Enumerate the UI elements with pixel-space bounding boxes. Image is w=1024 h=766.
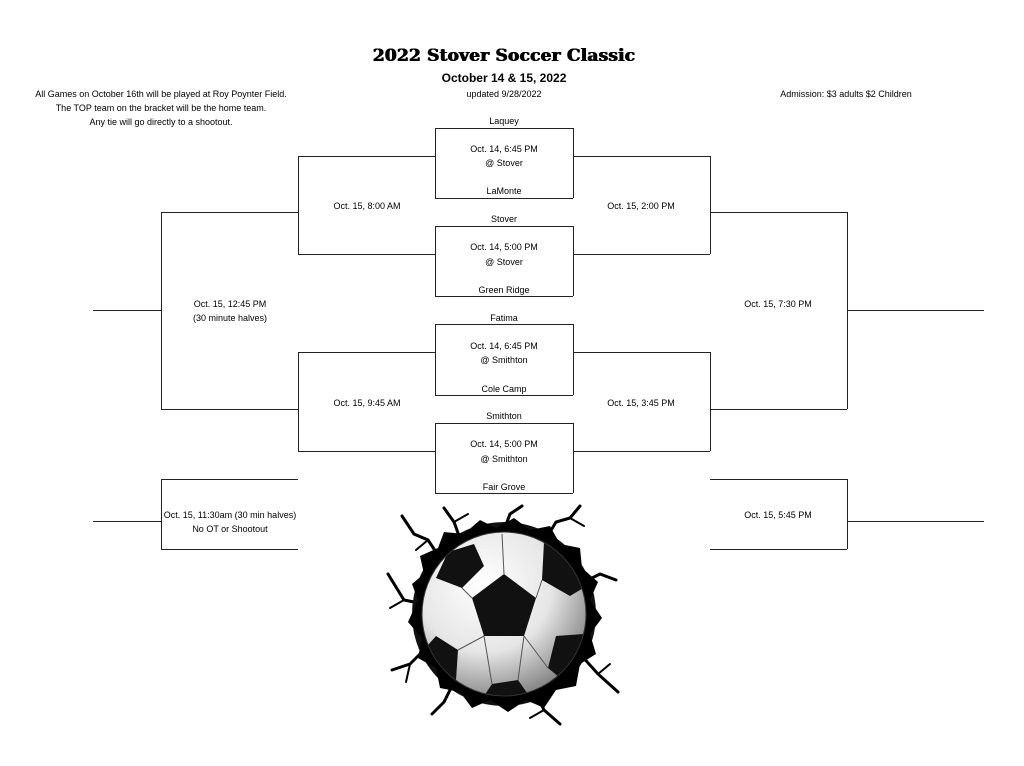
game-location: @ Stover	[485, 257, 523, 267]
team-name: LaMonte	[486, 186, 522, 196]
team-name: Fatima	[490, 313, 518, 323]
game-time: Oct. 14, 6:45 PM	[470, 341, 538, 351]
soccer-ball-icon	[384, 504, 624, 730]
game-time: Oct. 15, 12:45 PM	[193, 299, 267, 309]
game-time: Oct. 15, 8:00 AM	[333, 201, 401, 211]
game-time: Oct. 15, 5:45 PM	[744, 510, 812, 520]
page-subtitle: October 14 & 15, 2022	[441, 71, 567, 85]
team-name: Laquey	[489, 116, 519, 126]
note-line: Any tie will go directly to a shootout.	[89, 117, 233, 127]
game-time: Oct. 14, 6:45 PM	[470, 144, 538, 154]
team-name: Fair Grove	[482, 482, 526, 492]
game-time: Oct. 15, 9:45 AM	[333, 398, 401, 408]
page-title: 2022 Stover Soccer Classic	[372, 46, 636, 66]
game-note: No OT or Shootout	[192, 524, 268, 534]
team-name: Cole Camp	[481, 384, 527, 394]
team-name: Smithton	[486, 411, 522, 421]
game-time: Oct. 15, 3:45 PM	[607, 398, 675, 408]
game-location: @ Smithton	[480, 355, 528, 365]
updated-date: updated 9/28/2022	[466, 89, 542, 99]
game-location: @ Stover	[485, 158, 523, 168]
game-time: Oct. 15, 2:00 PM	[607, 201, 675, 211]
game-note: (30 minute halves)	[192, 313, 268, 323]
game-location: @ Smithton	[480, 454, 528, 464]
game-time: Oct. 15, 7:30 PM	[744, 299, 812, 309]
game-time: Oct. 14, 5:00 PM	[470, 242, 538, 252]
team-name: Stover	[490, 214, 518, 224]
note-line: All Games on October 16th will be played at Roy Poynter Field.	[35, 89, 287, 99]
game-time: Oct. 14, 5:00 PM	[470, 439, 538, 449]
admission-info: Admission: $3 adults $2 Children	[780, 89, 912, 99]
note-line: The TOP team on the bracket will be the home team.	[55, 103, 267, 113]
game-time: Oct. 15, 11:30am (30 min halves)	[163, 510, 297, 520]
team-name: Green Ridge	[478, 285, 530, 295]
